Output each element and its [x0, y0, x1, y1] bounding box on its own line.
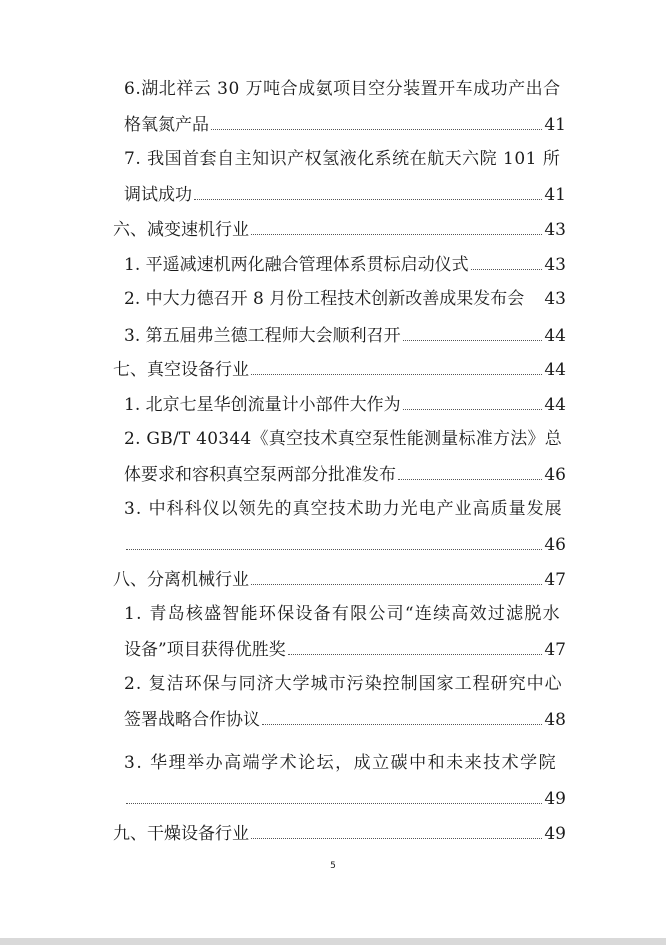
toc-leader-dots — [471, 249, 543, 270]
bottom-rule — [0, 938, 666, 945]
toc-leader-dots — [126, 783, 542, 804]
toc-entry-title: 1. 北京七星华创流量计小部件大作为 — [124, 395, 401, 415]
toc-entry[interactable] — [124, 109, 566, 139]
toc-leader-dots — [211, 109, 542, 130]
toc-entry[interactable] — [113, 214, 566, 244]
toc-leader-dots — [194, 179, 542, 200]
toc-leader-dots — [288, 634, 543, 655]
toc-page-number: 44 — [544, 326, 566, 346]
toc-entry[interactable] — [124, 459, 566, 489]
toc-page-number: 47 — [544, 640, 566, 660]
toc-entry-title: 七、真空设备行业 — [113, 360, 249, 380]
toc-entry-title: 3. 中科科仪以领先的真空技术助力光电产业高质量发展 — [124, 499, 563, 519]
toc-entry[interactable] — [124, 389, 566, 419]
toc-entry[interactable] — [124, 783, 566, 813]
toc-entry[interactable] — [124, 704, 566, 734]
toc-page-number: 47 — [544, 570, 566, 590]
toc-entry[interactable] — [124, 599, 566, 629]
toc-leader-dots — [403, 320, 543, 341]
toc-entry[interactable] — [124, 284, 566, 314]
toc-leader-dots — [251, 354, 542, 375]
toc-entry-title: 3. 第五届弗兰德工程师大会顺利召开 — [124, 326, 401, 346]
toc-entry[interactable] — [113, 354, 566, 384]
toc-leader-dots — [262, 704, 542, 725]
toc-entry-title: 签署战略合作协议 — [124, 710, 260, 730]
toc-entry[interactable] — [113, 818, 566, 848]
toc-page-number: 48 — [544, 710, 566, 730]
toc-leader-dots — [403, 389, 543, 410]
toc-leader-dots — [251, 564, 542, 585]
toc-entry[interactable] — [124, 634, 566, 664]
toc-entry-title: 1. 青岛核盛智能环保设备有限公司“连续高效过滤脱水 — [124, 604, 561, 624]
toc-page-number: 49 — [544, 789, 566, 809]
toc-entry-title: 3. 华理举办高端学术论坛，成立碳中和未来技术学院 — [124, 753, 558, 773]
page-number: 5 — [330, 861, 336, 871]
toc-page-number: 44 — [544, 360, 566, 380]
toc-entry-title: 体要求和容积真空泵两部分批准发布 — [124, 465, 396, 485]
toc-leader-dots — [251, 214, 542, 235]
toc-entry-title: 6.湖北祥云 30 万吨合成氨项目空分装置开车成功产出合 — [124, 79, 561, 99]
toc-page-number: 41 — [544, 185, 566, 205]
toc-entry-title: 2. GB/T 40344《真空技术真空泵性能测量标准方法》总 — [124, 429, 562, 449]
toc-entry-title: 六、减变速机行业 — [113, 220, 249, 240]
toc-page-number: 49 — [544, 824, 566, 844]
toc-entry-title: 格氧氮产品 — [124, 115, 209, 135]
toc-page-number: 43 — [544, 255, 566, 275]
toc-page-number: 44 — [544, 395, 566, 415]
toc-page-number: 41 — [544, 115, 566, 135]
toc-entry[interactable] — [124, 144, 566, 174]
toc-page-number: 46 — [544, 535, 566, 555]
toc-entry-title: 九、干燥设备行业 — [113, 824, 249, 844]
toc-entry[interactable] — [124, 74, 566, 104]
toc-page-number: 43 — [544, 289, 566, 309]
toc-entry[interactable] — [124, 748, 566, 778]
toc-entry[interactable] — [124, 529, 566, 559]
toc-entry[interactable] — [124, 179, 566, 209]
toc-leader-dots — [251, 818, 542, 839]
toc-entry-title: 7. 我国首套自主知识产权氢液化系统在航天六院 101 所 — [124, 149, 561, 169]
toc-entry[interactable] — [124, 320, 566, 350]
toc-leader-dots — [398, 459, 542, 480]
toc-entry-title: 2. 复洁环保与同济大学城市污染控制国家工程研究中心 — [124, 674, 563, 694]
toc-entry-title: 1. 平遥减速机两化融合管理体系贯标启动仪式 — [124, 255, 469, 275]
toc-entry-title: 调试成功 — [124, 185, 192, 205]
toc-leader-dots — [126, 529, 542, 550]
toc-entry[interactable] — [124, 424, 566, 454]
toc-entry[interactable] — [124, 669, 566, 699]
toc-entry[interactable] — [113, 564, 566, 594]
toc-entry[interactable] — [124, 249, 566, 279]
toc-entry-title: 2. 中大力德召开 8 月份工程技术创新改善成果发布会 — [124, 289, 525, 309]
toc-page-number: 46 — [544, 465, 566, 485]
toc-entry[interactable] — [124, 494, 566, 524]
toc-page-number: 43 — [544, 220, 566, 240]
toc-entry-title: 八、分离机械行业 — [113, 570, 249, 590]
toc-entry-title: 设备”项目获得优胜奖 — [124, 640, 286, 660]
